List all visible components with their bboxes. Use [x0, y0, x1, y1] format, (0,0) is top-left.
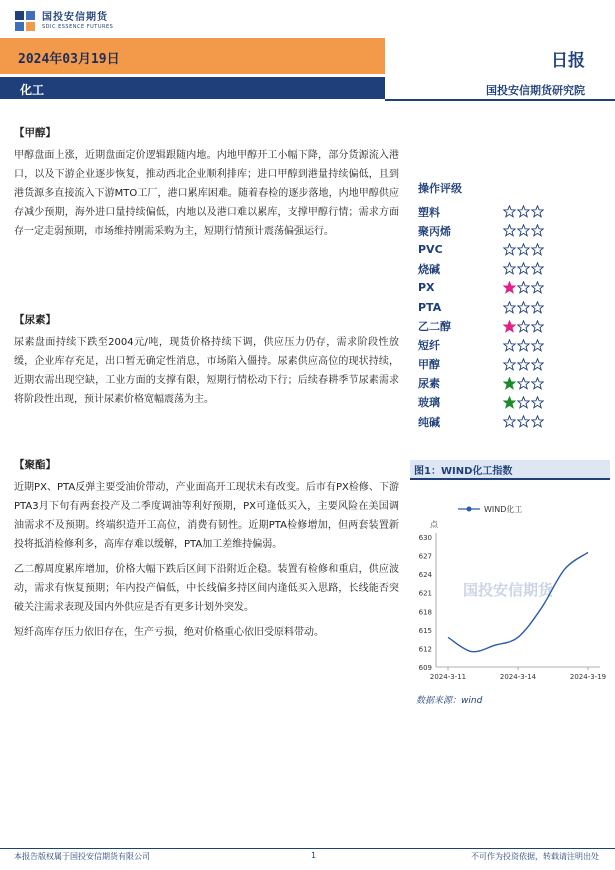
section-polyester [14, 456, 399, 642]
rating-stars [503, 358, 544, 371]
star-outline-icon [517, 301, 530, 314]
star-outline-icon [517, 224, 530, 237]
y-tick-label: 615 [418, 626, 432, 635]
rating-stars [503, 339, 544, 352]
star-filled-icon [503, 377, 516, 390]
rating-stars [503, 396, 544, 409]
star-outline-icon [503, 301, 516, 314]
rating-row [418, 240, 598, 259]
footer-disclaimer: 不可作为投资依据，转载请注明出处 [471, 852, 599, 861]
report-date: 2024年03月19日 [18, 52, 120, 67]
y-tick-label: 612 [418, 645, 432, 654]
page-number: 1 [311, 851, 317, 860]
star-outline-icon [517, 396, 530, 409]
rating-row [418, 393, 598, 412]
star-outline-icon [517, 205, 530, 218]
rating-stars [503, 281, 544, 294]
star-outline-icon [517, 281, 530, 294]
rating-stars [503, 205, 544, 218]
logo-name: 国投安信期货 [42, 11, 108, 23]
star-outline-icon [517, 339, 530, 352]
rating-row [418, 317, 598, 336]
rating-row [418, 355, 598, 374]
y-tick-label: 618 [418, 608, 432, 617]
rating-row [418, 202, 598, 221]
chart-watermark: 国投安信期货 [462, 581, 554, 599]
star-outline-icon [517, 243, 530, 256]
x-tick-label: 2024-3-11 [429, 673, 467, 681]
star-outline-icon [531, 358, 544, 371]
y-tick-label: 624 [418, 571, 432, 580]
rating-product-name: 塑料 [418, 205, 440, 219]
star-filled-icon [503, 396, 516, 409]
logo-english: SDIC ESSENCE FUTURES [42, 23, 114, 30]
star-outline-icon [531, 320, 544, 333]
star-outline-icon [503, 224, 516, 237]
rating-stars [503, 377, 544, 390]
section-paragraph: 近期PX、PTA反弹主要受油价带动，产业面高开工现状未有改变。后市有PX检修、下游PTA3月下旬有两套投产及二季度调油等利好预期，PX可逢低买入，主要风险在美国调油需求不及预期。终端织造开工高位，消费有韧性。近期PTA检修增加，但两套装置新投将抵消检修利多，高库存难以缓解，PTA加工差维持偏弱。 [14, 482, 399, 550]
rating-product-name: 短纤 [418, 339, 440, 353]
star-filled-icon [503, 320, 516, 333]
star-outline-icon [531, 243, 544, 256]
rating-row [418, 297, 598, 316]
figure-title: 图1：WIND化工指数 [414, 466, 513, 477]
y-axis-unit: 点 [430, 520, 438, 529]
rating-product-name: 烧碱 [418, 262, 440, 276]
section-paragraph: 乙二醇周度累库增加，价格大幅下跌后区间下沿附近企稳。装置有检修和重启，供应波动，需求有恢复预期；年内投产偏低，中长线偏多持区间内逢低买入思路，长线能否突破关注需求表现及国内外供应是否有更多计划外突发。 [14, 564, 399, 613]
star-outline-icon [517, 358, 530, 371]
wind-chemical-index-chart [408, 495, 608, 687]
star-filled-icon [503, 281, 516, 294]
figure-divider [410, 478, 610, 480]
rating-title: 操作评级 [418, 182, 462, 195]
star-outline-icon [531, 415, 544, 428]
logo-mark-icon [14, 10, 36, 32]
rating-stars [503, 301, 544, 314]
report-category: 化工 [20, 83, 45, 97]
rating-product-name: 纯碱 [418, 415, 440, 429]
y-tick-label: 630 [418, 534, 432, 542]
category-band [0, 77, 385, 99]
series-line-wind-chemical [448, 552, 588, 651]
rating-stars [503, 320, 544, 333]
header-divider [385, 99, 615, 101]
star-outline-icon [531, 224, 544, 237]
star-outline-icon [517, 262, 530, 275]
y-tick-label: 609 [418, 664, 432, 672]
rating-stars [503, 224, 544, 237]
x-tick-label: 2024-3-14 [499, 673, 537, 681]
section-paragraph: 甲醇盘面上涨，近期盘面定价逻辑跟随内地。内地甲醇开工小幅下降，部分货源流入港口，以及下游企业逐步恢复，推动西北企业顺利排库；进口甲醇到港量持续偏低，且到港货源多直接流入下游MTO工厂，港口累库困难。随着春检的逐步落地，内地甲醇供应存减少预期，海外进口量持续偏低，内地以及港口难以累库，支撑甲醇行情；需求方面存一定走弱预期，市场维持刚需采购为主，短期行情预计震荡偏强运行。 [14, 150, 399, 237]
legend-marker [467, 507, 472, 512]
section-title: 【尿素】 [14, 314, 56, 326]
star-outline-icon [503, 243, 516, 256]
y-tick-label: 627 [418, 552, 432, 561]
rating-row [418, 221, 598, 240]
star-outline-icon [503, 415, 516, 428]
legend-label: WIND化工 [484, 505, 523, 514]
rating-row [418, 412, 598, 431]
rating-product-name: PVC [418, 243, 443, 257]
data-source: 数据来源：wind [416, 696, 483, 706]
star-outline-icon [531, 281, 544, 294]
star-outline-icon [503, 358, 516, 371]
star-outline-icon [517, 415, 530, 428]
star-outline-icon [531, 377, 544, 390]
rating-row [418, 278, 598, 297]
star-outline-icon [503, 262, 516, 275]
section-paragraph: 尿素盘面持续下跌至2004元/吨，现货价格持续下调，供应压力仍存，需求阶段性放缓，企业库存充足，出口暂无确定性消息，市场陷入僵持。尿素供应高位的现状持续，近期农需出现空缺，工业方面的支撑有限，短期行情松动下行；后续春耕季节尿素需求将阶段性出现，预计尿素价格宽幅震荡为主。 [14, 337, 399, 405]
rating-product-name: 聚丙烯 [418, 224, 451, 238]
rating-stars [503, 243, 544, 256]
star-outline-icon [517, 377, 530, 390]
x-tick-label: 2024-3-19 [569, 673, 607, 681]
y-tick-label: 621 [418, 589, 432, 598]
company-logo [14, 10, 113, 32]
star-outline-icon [531, 339, 544, 352]
institute-name: 国投安信期货研究院 [486, 84, 585, 97]
star-outline-icon [503, 339, 516, 352]
star-outline-icon [531, 262, 544, 275]
footer-copyright: 本报告版权属于国投安信期货有限公司 [14, 852, 150, 861]
operation-rating [418, 180, 598, 431]
rating-product-name: PX [418, 281, 435, 295]
footer-divider [0, 848, 615, 849]
rating-list [418, 202, 598, 431]
section-urea [14, 311, 399, 409]
star-outline-icon [503, 205, 516, 218]
section-title: 【聚酯】 [14, 459, 56, 471]
report-type: 日报 [551, 51, 585, 71]
rating-product-name: 尿素 [418, 377, 440, 391]
star-outline-icon [531, 396, 544, 409]
star-outline-icon [531, 205, 544, 218]
rating-row [418, 259, 598, 278]
rating-product-name: 甲醇 [418, 358, 440, 372]
section-title: 【甲醇】 [14, 127, 56, 139]
section-methanol [14, 124, 399, 241]
section-paragraph: 短纤高库存压力依旧存在，生产亏损，绝对价格重心依旧受原料带动。 [14, 627, 324, 638]
rating-product-name: 乙二醇 [418, 320, 451, 334]
star-outline-icon [517, 320, 530, 333]
rating-product-name: PTA [418, 300, 442, 314]
rating-stars [503, 415, 544, 428]
rating-product-name: 玻璃 [418, 396, 440, 410]
rating-stars [503, 262, 544, 275]
star-outline-icon [531, 301, 544, 314]
rating-row [418, 336, 598, 355]
rating-row [418, 374, 598, 393]
date-band [0, 38, 615, 74]
